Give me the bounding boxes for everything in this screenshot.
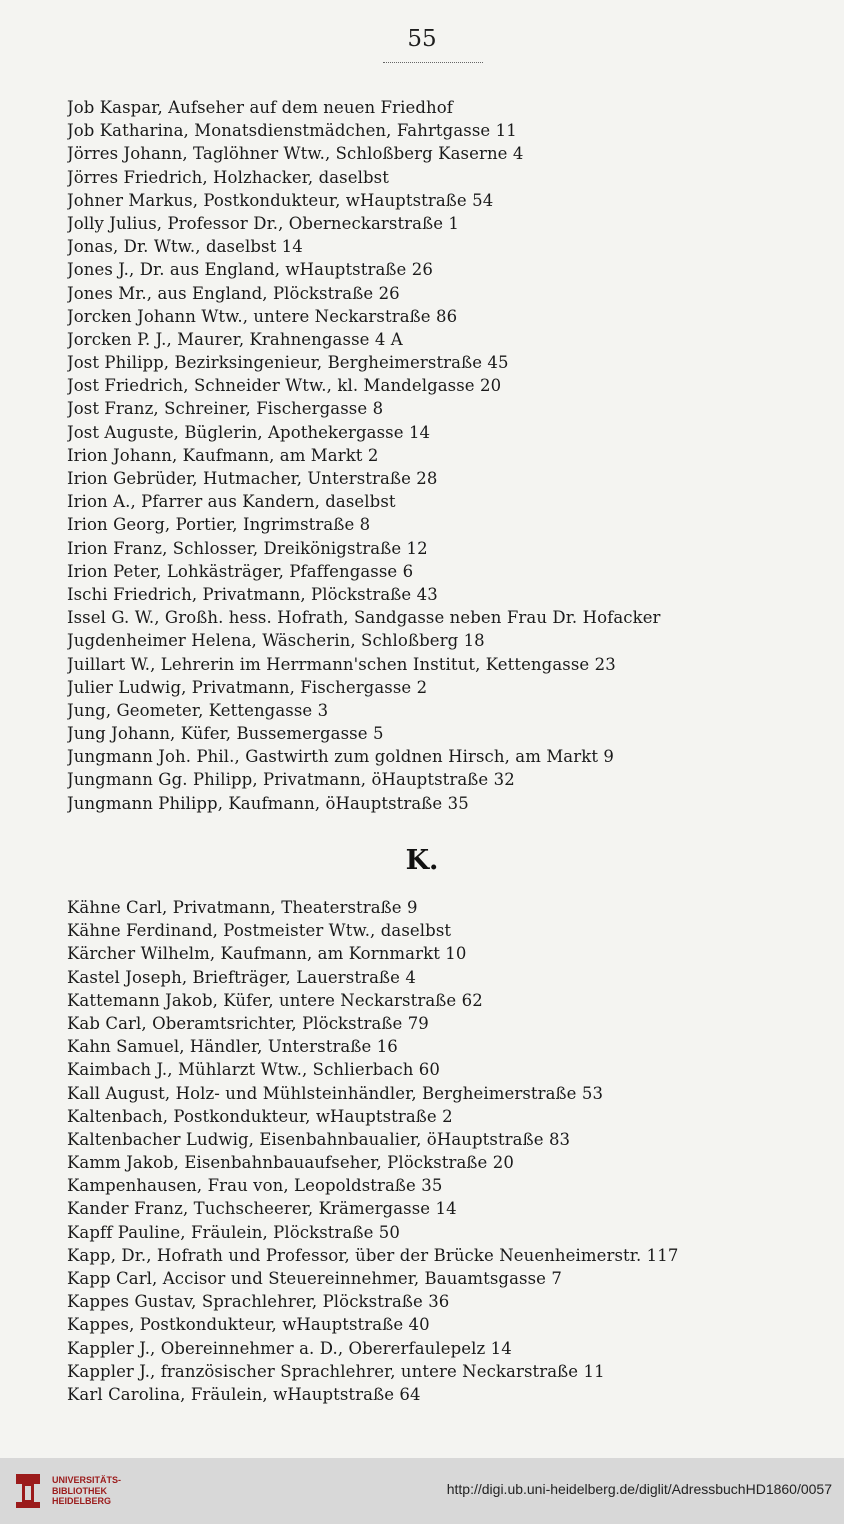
- directory-entry: Jugdenheimer Helena, Wäscherin, Schloßberg 18: [67, 631, 485, 651]
- directory-entry: Kampenhausen, Frau von, Leopoldstraße 35: [67, 1176, 443, 1196]
- directory-entry: Kahn Samuel, Händler, Unterstraße 16: [67, 1037, 398, 1057]
- directory-entry: Juillart W., Lehrerin im Herrmann'schen Institut, Kettengasse 23: [67, 654, 616, 674]
- directory-entry: Johner Markus, Postkondukteur, wHauptstraße 54: [67, 190, 494, 210]
- directory-entry: Issel G. W., Großh. hess. Hofrath, Sandgasse neben Frau Dr. Hofacker: [67, 608, 661, 628]
- directory-entry: Jörres Johann, Taglöhner Wtw., Schloßberg Kaserne 4: [67, 144, 524, 164]
- section-heading-k: K.: [405, 845, 439, 876]
- directory-entry: Irion Johann, Kaufmann, am Markt 2: [67, 445, 379, 465]
- source-url-link[interactable]: http://digi.ub.uni-heidelberg.de/diglit/AdressbuchHD1860/0057: [446, 1481, 832, 1497]
- directory-entry: Jolly Julius, Professor Dr., Oberneckarstraße 1: [67, 213, 460, 233]
- directory-entry: Kaimbach J., Mühlarzt Wtw., Schlierbach 60: [67, 1060, 440, 1080]
- directory-entry: Kappler J., Obereinnehmer a. D., Obererfaulepelz 14: [67, 1338, 512, 1358]
- directory-entry: Jones Mr., aus England, Plöckstraße 26: [67, 283, 400, 303]
- directory-entry: Jost Auguste, Büglerin, Apothekergasse 14: [67, 422, 431, 442]
- directory-entry: Irion Peter, Lohkästräger, Pfaffengasse 6: [67, 561, 414, 581]
- directory-entry: Jung, Geometer, Kettengasse 3: [67, 700, 329, 720]
- directory-entry: Jones J., Dr. aus England, wHauptstraße 26: [67, 260, 433, 280]
- directory-entry: Kastel Joseph, Briefträger, Lauerstraße 4: [67, 967, 416, 987]
- directory-entry: Ischi Friedrich, Privatmann, Plöckstraße 43: [67, 584, 438, 604]
- directory-entry: Julier Ludwig, Privatmann, Fischergasse 2: [67, 677, 428, 697]
- library-logo-icon: [10, 1472, 46, 1510]
- directory-entry: Kattemann Jakob, Küfer, untere Neckarstraße 62: [67, 990, 483, 1010]
- directory-list-k: [67, 896, 837, 1406]
- directory-entry: Kapff Pauline, Fräulein, Plöckstraße 50: [67, 1222, 400, 1242]
- directory-entry: Kappes, Postkondukteur, wHauptstraße 40: [67, 1315, 430, 1335]
- directory-entry: Jungmann Gg. Philipp, Privatmann, öHauptstraße 32: [67, 770, 515, 790]
- directory-entry: Kähne Ferdinand, Postmeister Wtw., daselbst: [67, 921, 452, 941]
- directory-entry: Jorcken P. J., Maurer, Krahnengasse 4 A: [67, 329, 403, 349]
- directory-entry: Kappler J., französischer Sprachlehrer, untere Neckarstraße 11: [67, 1361, 605, 1381]
- directory-entry: Jonas, Dr. Wtw., daselbst 14: [67, 237, 303, 257]
- directory-entry: Job Kaspar, Aufseher auf dem neuen Friedhof: [67, 98, 453, 117]
- directory-entry: Jungmann Joh. Phil., Gastwirth zum goldnen Hirsch, am Markt 9: [67, 747, 615, 767]
- directory-entry: Kähne Carl, Privatmann, Theaterstraße 9: [67, 898, 418, 917]
- directory-entry: Jung Johann, Küfer, Bussemergasse 5: [67, 724, 384, 744]
- directory-entry: Kaltenbach, Postkondukteur, wHauptstraße 2: [67, 1106, 453, 1126]
- page-number: 55: [407, 26, 437, 52]
- directory-entry: Jorcken Johann Wtw., untere Neckarstraße 86: [67, 306, 458, 326]
- directory-entry: Kärcher Wilhelm, Kaufmann, am Kornmarkt 10: [67, 944, 467, 964]
- directory-entry: Kab Carl, Oberamtsrichter, Plöckstraße 79: [67, 1013, 429, 1033]
- directory-entry: Job Katharina, Monatsdienstmädchen, Fahrtgasse 11: [67, 121, 517, 141]
- directory-list-j: [67, 96, 837, 815]
- directory-entry: Kander Franz, Tuchscheerer, Krämergasse 14: [67, 1199, 457, 1219]
- directory-entry: Jörres Friedrich, Holzhacker, daselbst: [67, 167, 389, 187]
- directory-entry: Kamm Jakob, Eisenbahnbauaufseher, Plöckstraße 20: [67, 1153, 514, 1173]
- directory-entry: Jost Friedrich, Schneider Wtw., kl. Mandelgasse 20: [67, 376, 502, 396]
- directory-entry: Kaltenbacher Ludwig, Eisenbahnbaualier, öHauptstraße 83: [67, 1129, 571, 1149]
- directory-entry: Jost Franz, Schreiner, Fischergasse 8: [67, 399, 384, 419]
- directory-entry: Irion A., Pfarrer aus Kandern, daselbst: [67, 492, 396, 512]
- directory-entry: Kall August, Holz- und Mühlsteinhändler, Bergheimerstraße 53: [67, 1083, 604, 1103]
- directory-entry: Kapp, Dr., Hofrath und Professor, über der Brücke Neuenheimerstr. 117: [67, 1245, 679, 1265]
- directory-entry: Jungmann Philipp, Kaufmann, öHauptstraße 35: [67, 793, 469, 813]
- directory-entry: Jost Philipp, Bezirksingenieur, Bergheimerstraße 45: [67, 353, 509, 373]
- directory-entry: Kapp Carl, Accisor und Steuereinnehmer, Bauamtsgasse 7: [67, 1269, 562, 1288]
- directory-entry: Kappes Gustav, Sprachlehrer, Plöckstraße 36: [67, 1292, 450, 1312]
- directory-entry: Irion Gebrüder, Hutmacher, Unterstraße 28: [67, 469, 438, 488]
- page-number-rule: [383, 62, 483, 63]
- library-logo-text: UNIVERSITÄTS- BIBLIOTHEK HEIDELBERG: [52, 1475, 122, 1506]
- directory-entry: Irion Franz, Schlosser, Dreikönigstraße 12: [67, 538, 428, 558]
- directory-entry: Irion Georg, Portier, Ingrimstraße 8: [67, 515, 371, 535]
- library-footer: [0, 1458, 844, 1524]
- directory-entry: Karl Carolina, Fräulein, wHauptstraße 64: [67, 1384, 421, 1404]
